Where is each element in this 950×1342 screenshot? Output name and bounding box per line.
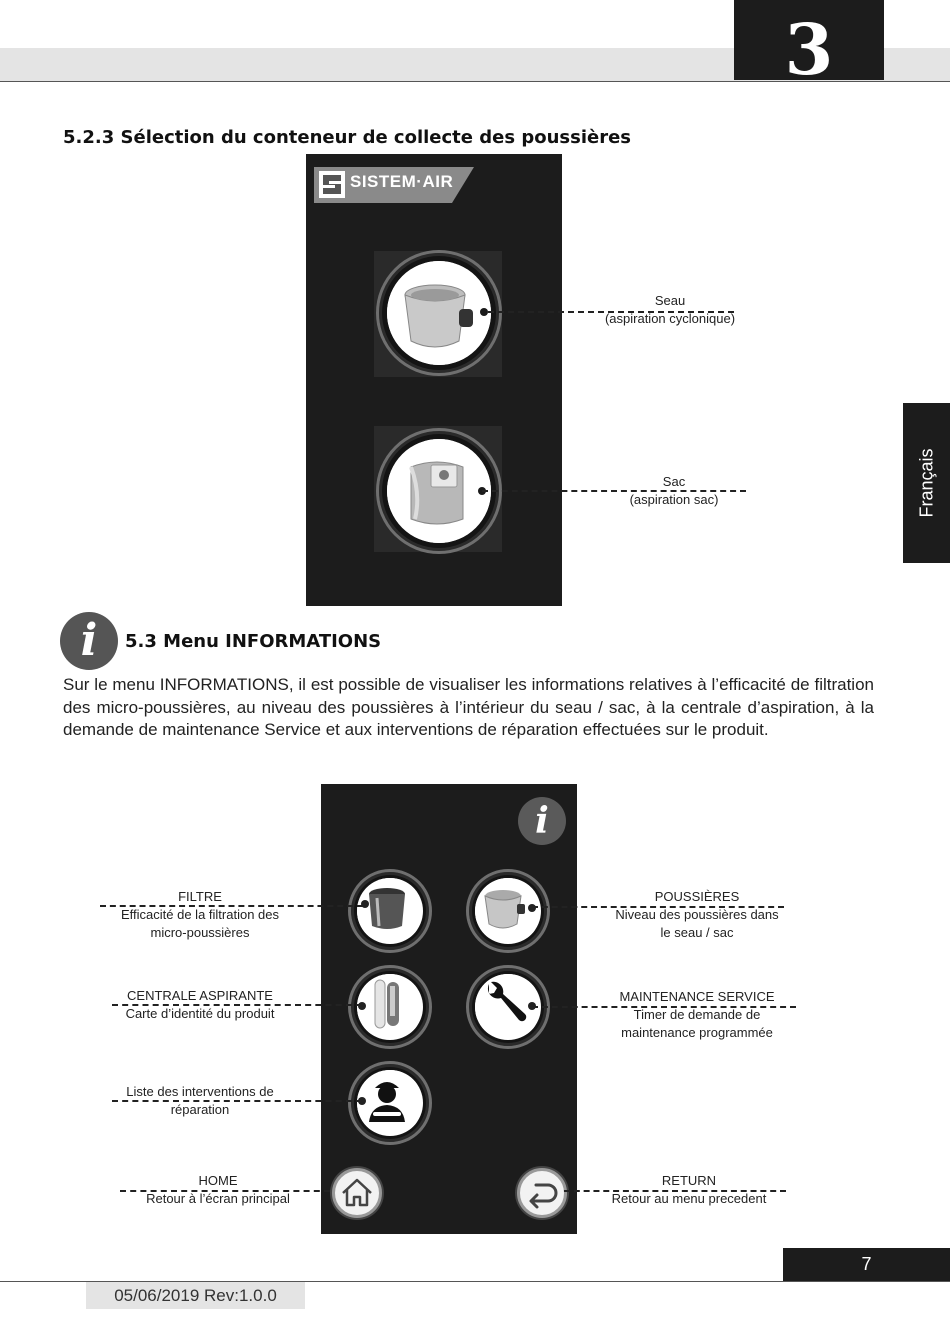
centrale-callout-line1: Carte d’identité du produit [125, 1006, 275, 1021]
centrale-callout-title: CENTRALE ASPIRANTE [127, 988, 273, 1003]
wrench-icon [475, 974, 535, 1034]
sac-callout-title: Sac [662, 474, 686, 489]
return-callout [594, 1172, 784, 1208]
filtre-callout-title: FILTRE [178, 889, 222, 904]
filter-image [357, 878, 423, 944]
central-unit-icon [357, 974, 417, 1034]
return-callout-title: RETURN [661, 1173, 717, 1188]
maintenance-callout-line1: Timer de demande de [633, 1007, 761, 1022]
bucket-icon [387, 261, 491, 365]
sistem-air-logo [314, 167, 474, 203]
logo-text: SISTEM·AIR [350, 172, 454, 191]
home-callout-title: HOME [198, 1173, 238, 1188]
seau-callout-desc: (aspiration cyclonique) [604, 311, 736, 326]
info-icon: i [60, 612, 118, 670]
filtre-callout [100, 888, 300, 942]
seau-callout-title: Seau [654, 293, 686, 308]
page-number: 7 [783, 1248, 950, 1281]
section-53-title: 5.3 Menu INFORMATIONS [125, 631, 382, 652]
dust-level-button[interactable] [466, 869, 550, 953]
bag-image [387, 439, 491, 543]
home-icon [335, 1171, 379, 1215]
home-callout-line1: Retour à l’écran principal [146, 1191, 290, 1206]
footer-revision: 05/06/2019 Rev:1.0.0 [86, 1282, 305, 1309]
return-arrow-icon [520, 1171, 564, 1215]
filtre-callout-line2: micro-poussières [150, 925, 250, 940]
language-tab [903, 403, 950, 563]
bucket-icon [475, 878, 535, 938]
bucket-connector-dot [480, 308, 488, 316]
section-523-title: 5.2.3 Sélection du conteneur de collecte des poussières [63, 127, 632, 148]
chapter-number: 3 [734, 0, 884, 80]
centrale-callout [100, 987, 300, 1023]
maintenance-callout-line2: maintenance programmée [621, 1025, 773, 1040]
poussieres-callout-line2: le seau / sac [660, 925, 734, 940]
technician-icon [357, 1070, 417, 1130]
home-callout [118, 1172, 318, 1208]
bucket-image [387, 261, 491, 365]
sac-callout-desc: (aspiration sac) [629, 492, 719, 507]
return-callout-line1: Retour au menu precedent [611, 1191, 767, 1206]
interventions-image [357, 1070, 423, 1136]
poussieres-callout-line1: Niveau des poussières dans [615, 907, 779, 922]
filter-icon [357, 878, 417, 938]
interventions-callout-line1: Liste des interventions de [126, 1084, 274, 1099]
filter-button[interactable] [348, 869, 432, 953]
screen-info-icon: i [518, 797, 566, 845]
return-button[interactable] [517, 1168, 567, 1218]
bag-icon [387, 439, 491, 543]
informations-screen [321, 784, 577, 1234]
maintenance-callout-title: MAINTENANCE SERVICE [619, 989, 775, 1004]
poussieres-callout-title: POUSSIÈRES [654, 889, 740, 904]
language-tab-label: Français [916, 448, 936, 518]
interventions-callout-line2: réparation [170, 1102, 230, 1117]
poussieres-callout [600, 888, 794, 942]
sac-callout [594, 473, 754, 509]
maintenance-callout [600, 988, 794, 1042]
filtre-callout-line1: Efficacité de la filtration des [120, 907, 279, 922]
container-selection-screen [306, 154, 562, 606]
central-unit-image [357, 974, 423, 1040]
interventions-callout [100, 1083, 300, 1119]
home-button[interactable] [332, 1168, 382, 1218]
seau-callout [590, 292, 750, 328]
section-53-paragraph: Sur le menu INFORMATIONS, il est possible de visualiser les informations relatives à l’efficacité de filtration des micro-poussières, au niveau des poussières à l’intérieur du seau / sac, à la centrale d’aspiration, à la demande de maintenance Service et aux interventions de réparation effectuées sur le produit. [63, 675, 874, 739]
